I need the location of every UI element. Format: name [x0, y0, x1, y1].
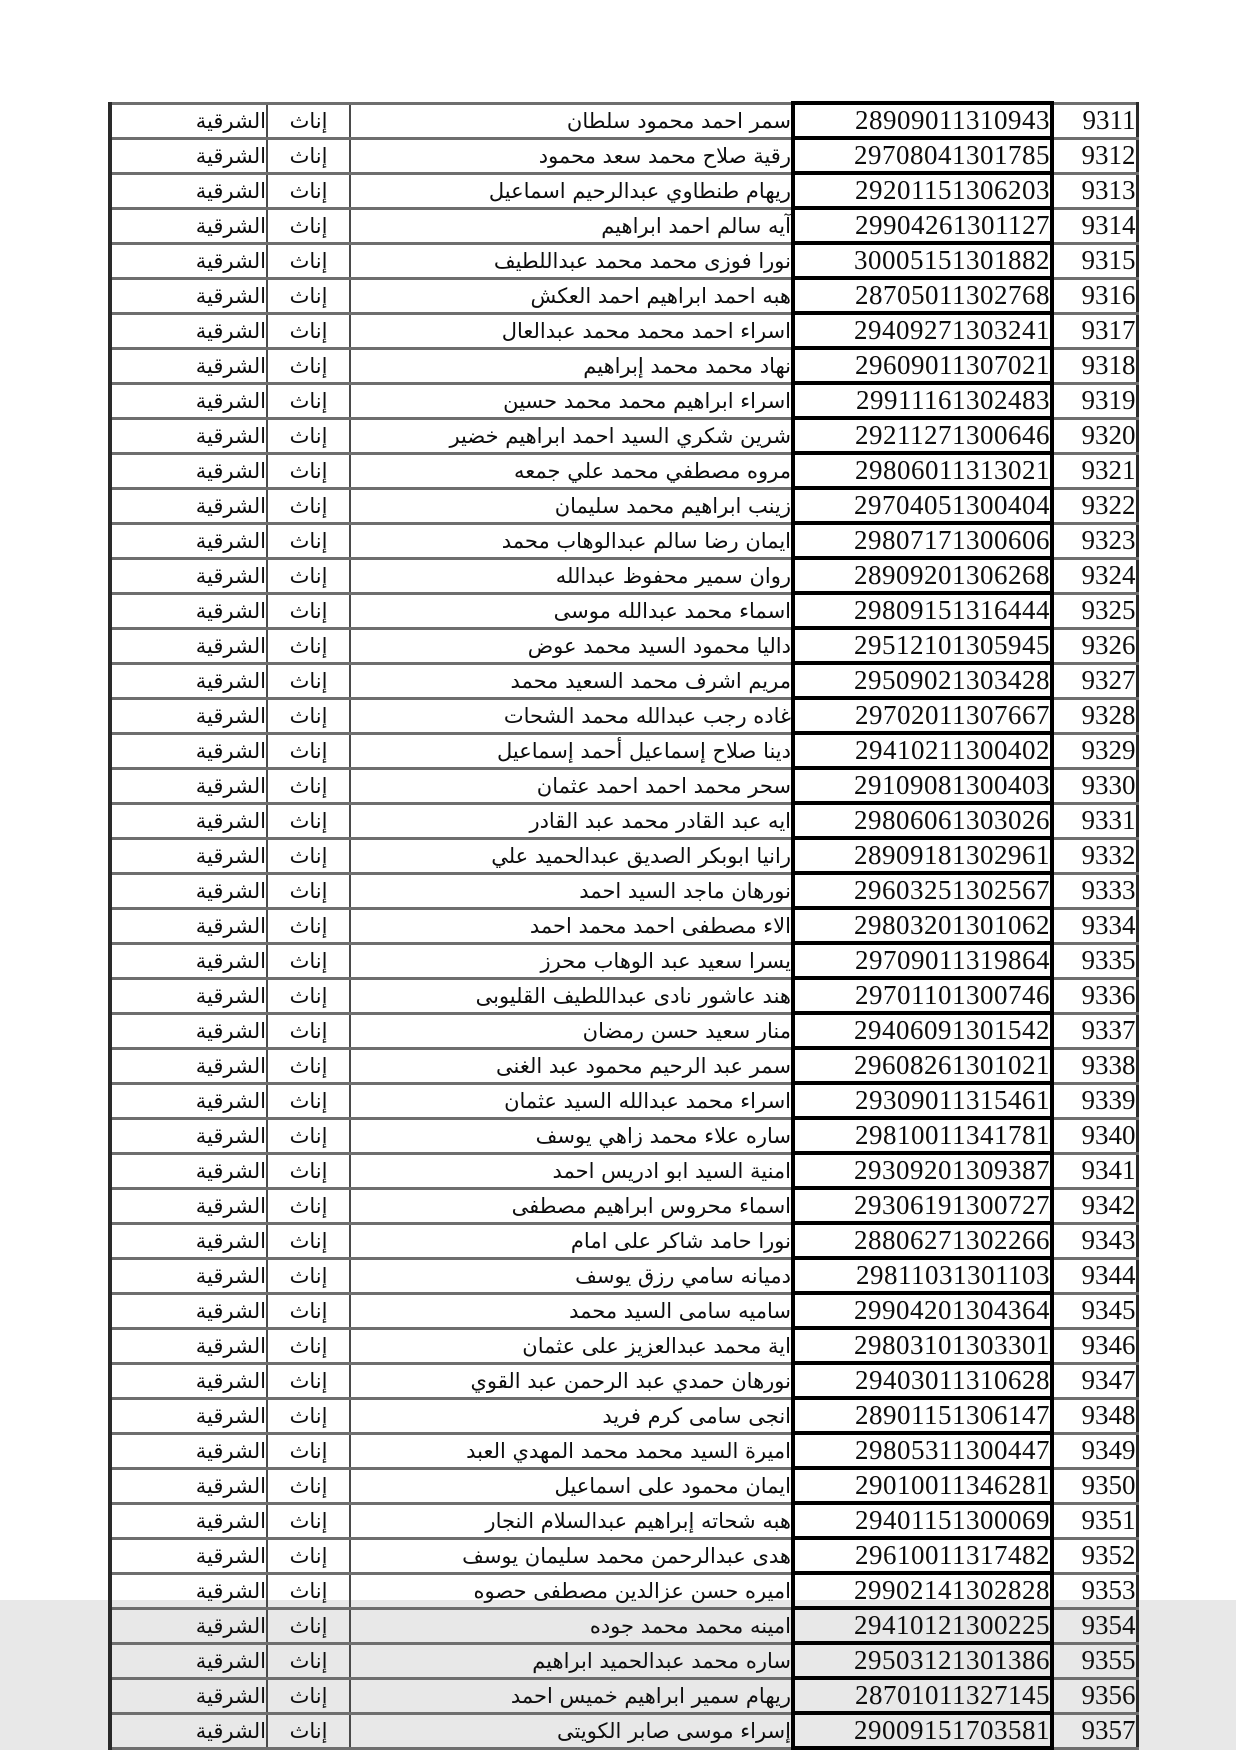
governorate-cell: الشرقية — [110, 978, 267, 1013]
student-name-cell: سمر احمد محمود سلطان — [350, 103, 793, 138]
serial-number-cell: 9331 — [1052, 803, 1137, 838]
governorate-cell: الشرقية — [110, 1608, 267, 1643]
student-name-cell: نورا فوزى محمد محمد عبداللطيف — [350, 243, 793, 278]
student-name-cell: اسراء احمد محمد محمد عبدالعال — [350, 313, 793, 348]
gender-cell: إناث — [267, 523, 350, 558]
national-id-cell: 28909011310943 — [793, 103, 1052, 138]
national-id-cell: 29805311300447 — [793, 1433, 1052, 1468]
student-name-cell: سمر عبد الرحيم محمود عبد الغنى — [350, 1048, 793, 1083]
student-name-cell: ساميه سامى السيد محمد — [350, 1293, 793, 1328]
student-name-cell: رانيا ابوبكر الصديق عبدالحميد علي — [350, 838, 793, 873]
governorate-cell: الشرقية — [110, 1398, 267, 1433]
serial-number-cell: 9342 — [1052, 1188, 1137, 1223]
serial-number-cell: 9316 — [1052, 278, 1137, 313]
gender-cell: إناث — [267, 208, 350, 243]
national-id-cell: 29109081300403 — [793, 768, 1052, 803]
student-name-cell: اسراء محمد عبدالله السيد عثمان — [350, 1083, 793, 1118]
national-id-cell: 29509021303428 — [793, 663, 1052, 698]
results-table — [108, 101, 1139, 1750]
governorate-cell: الشرقية — [110, 1468, 267, 1503]
serial-number-cell: 9329 — [1052, 733, 1137, 768]
national-id-cell: 29803101303301 — [793, 1328, 1052, 1363]
student-name-cell: ايمان رضا سالم عبدالوهاب محمد — [350, 523, 793, 558]
national-id-cell: 29401151300069 — [793, 1503, 1052, 1538]
table-row — [110, 1503, 1137, 1538]
student-name-cell: دينا صلاح إسماعيل أحمد إسماعيل — [350, 733, 793, 768]
governorate-cell: الشرقية — [110, 348, 267, 383]
governorate-cell: الشرقية — [110, 593, 267, 628]
gender-cell: إناث — [267, 1048, 350, 1083]
national-id-cell: 30005151301882 — [793, 243, 1052, 278]
governorate-cell: الشرقية — [110, 1678, 267, 1713]
student-name-cell: اميره حسن عزالدين مصطفى حصوه — [350, 1573, 793, 1608]
table-row — [110, 1538, 1137, 1573]
governorate-cell: الشرقية — [110, 1048, 267, 1083]
governorate-cell: الشرقية — [110, 558, 267, 593]
student-name-cell: زينب ابراهيم محمد سليمان — [350, 488, 793, 523]
student-name-cell: هبه احمد ابراهيم احمد العكش — [350, 278, 793, 313]
gender-cell: إناث — [267, 1363, 350, 1398]
gender-cell: إناث — [267, 1503, 350, 1538]
gender-cell: إناث — [267, 1433, 350, 1468]
table-row — [110, 1118, 1137, 1153]
student-name-cell: الاء مصطفى احمد محمد احمد — [350, 908, 793, 943]
table-row — [110, 1083, 1137, 1118]
student-name-cell: هند عاشور نادى عبداللطيف القليوبى — [350, 978, 793, 1013]
gender-cell: إناث — [267, 663, 350, 698]
table-row — [110, 768, 1137, 803]
national-id-cell: 29009151703581 — [793, 1713, 1052, 1748]
table-row — [110, 488, 1137, 523]
national-id-cell: 29403011310628 — [793, 1363, 1052, 1398]
governorate-cell: الشرقية — [110, 1258, 267, 1293]
student-name-cell: اميرة السيد محمد محمد المهدي العبد — [350, 1433, 793, 1468]
gender-cell: إناث — [267, 313, 350, 348]
national-id-cell: 28901151306147 — [793, 1398, 1052, 1433]
governorate-cell: الشرقية — [110, 1433, 267, 1468]
table-row — [110, 173, 1137, 208]
governorate-cell: الشرقية — [110, 1328, 267, 1363]
gender-cell: إناث — [267, 698, 350, 733]
governorate-cell: الشرقية — [110, 208, 267, 243]
national-id-cell: 29807171300606 — [793, 523, 1052, 558]
serial-number-cell: 9350 — [1052, 1468, 1137, 1503]
gender-cell: إناث — [267, 803, 350, 838]
table-row — [110, 1678, 1137, 1713]
national-id-cell: 28806271302266 — [793, 1223, 1052, 1258]
gender-cell: إناث — [267, 173, 350, 208]
gender-cell: إناث — [267, 943, 350, 978]
gender-cell: إناث — [267, 1083, 350, 1118]
table-row — [110, 243, 1137, 278]
student-name-cell: دميانه سامي رزق يوسف — [350, 1258, 793, 1293]
national-id-cell: 29806011313021 — [793, 453, 1052, 488]
serial-number-cell: 9322 — [1052, 488, 1137, 523]
table-row — [110, 1293, 1137, 1328]
national-id-cell: 29010011346281 — [793, 1468, 1052, 1503]
serial-number-cell: 9332 — [1052, 838, 1137, 873]
governorate-cell: الشرقية — [110, 768, 267, 803]
national-id-cell: 29911161302483 — [793, 383, 1052, 418]
student-name-cell: ساره محمد عبدالحميد ابراهيم — [350, 1643, 793, 1678]
student-name-cell: اسراء ابراهيم محمد محمد حسين — [350, 383, 793, 418]
governorate-cell: الشرقية — [110, 1503, 267, 1538]
student-name-cell: مريم اشرف محمد السعيد محمد — [350, 663, 793, 698]
serial-number-cell: 9314 — [1052, 208, 1137, 243]
table-row — [110, 1713, 1137, 1748]
table-row — [110, 1433, 1137, 1468]
serial-number-cell: 9343 — [1052, 1223, 1137, 1258]
governorate-cell: الشرقية — [110, 1643, 267, 1678]
national-id-cell: 29609011307021 — [793, 348, 1052, 383]
gender-cell: إناث — [267, 1398, 350, 1433]
gender-cell: إناث — [267, 838, 350, 873]
table-row — [110, 558, 1137, 593]
governorate-cell: الشرقية — [110, 628, 267, 663]
national-id-cell: 29702011307667 — [793, 698, 1052, 733]
serial-number-cell: 9346 — [1052, 1328, 1137, 1363]
serial-number-cell: 9333 — [1052, 873, 1137, 908]
table-row — [110, 1013, 1137, 1048]
governorate-cell: الشرقية — [110, 1223, 267, 1258]
student-name-cell: رقية صلاح محمد سعد محمود — [350, 138, 793, 173]
governorate-cell: الشرقية — [110, 1118, 267, 1153]
national-id-cell: 29810011341781 — [793, 1118, 1052, 1153]
serial-number-cell: 9325 — [1052, 593, 1137, 628]
national-id-cell: 29610011317482 — [793, 1538, 1052, 1573]
national-id-cell: 29409271303241 — [793, 313, 1052, 348]
governorate-cell: الشرقية — [110, 1083, 267, 1118]
governorate-cell: الشرقية — [110, 453, 267, 488]
table-row — [110, 1608, 1137, 1643]
table-row — [110, 1363, 1137, 1398]
student-name-cell: آيه سالم احمد ابراهيم — [350, 208, 793, 243]
student-name-cell: نورا حامد شاكر على امام — [350, 1223, 793, 1258]
governorate-cell: الشرقية — [110, 173, 267, 208]
gender-cell: إناث — [267, 1013, 350, 1048]
serial-number-cell: 9319 — [1052, 383, 1137, 418]
serial-number-cell: 9345 — [1052, 1293, 1137, 1328]
gender-cell: إناث — [267, 243, 350, 278]
student-name-cell: هبه شحاته إبراهيم عبدالسلام النجار — [350, 1503, 793, 1538]
student-name-cell: إسراء موسى صابر الكويتى — [350, 1713, 793, 1748]
national-id-cell: 28705011302768 — [793, 278, 1052, 313]
serial-number-cell: 9339 — [1052, 1083, 1137, 1118]
serial-number-cell: 9344 — [1052, 1258, 1137, 1293]
governorate-cell: الشرقية — [110, 1013, 267, 1048]
gender-cell: إناث — [267, 1573, 350, 1608]
gender-cell: إناث — [267, 768, 350, 803]
table-row — [110, 1328, 1137, 1363]
gender-cell: إناث — [267, 138, 350, 173]
table-row — [110, 838, 1137, 873]
student-name-cell: اية محمد عبدالعزيز على عثمان — [350, 1328, 793, 1363]
student-name-cell: انجى سامى كرم فريد — [350, 1398, 793, 1433]
gender-cell: إناث — [267, 453, 350, 488]
gender-cell: إناث — [267, 978, 350, 1013]
gender-cell: إناث — [267, 383, 350, 418]
governorate-cell: الشرقية — [110, 488, 267, 523]
governorate-cell: الشرقية — [110, 1573, 267, 1608]
table-row — [110, 943, 1137, 978]
national-id-cell: 29704051300404 — [793, 488, 1052, 523]
gender-cell: إناث — [267, 1468, 350, 1503]
governorate-cell: الشرقية — [110, 313, 267, 348]
table-row — [110, 453, 1137, 488]
gender-cell: إناث — [267, 1223, 350, 1258]
table-row — [110, 523, 1137, 558]
national-id-cell: 29503121301386 — [793, 1643, 1052, 1678]
serial-number-cell: 9320 — [1052, 418, 1137, 453]
student-name-cell: نورهان حمدي عبد الرحمن عبد القوي — [350, 1363, 793, 1398]
governorate-cell: الشرقية — [110, 873, 267, 908]
serial-number-cell: 9356 — [1052, 1678, 1137, 1713]
student-name-cell: شرين شكري السيد احمد ابراهيم خضير — [350, 418, 793, 453]
gender-cell: إناث — [267, 1188, 350, 1223]
governorate-cell: الشرقية — [110, 278, 267, 313]
table-row — [110, 1048, 1137, 1083]
national-id-cell: 29904201304364 — [793, 1293, 1052, 1328]
national-id-cell: 28909181302961 — [793, 838, 1052, 873]
governorate-cell: الشرقية — [110, 243, 267, 278]
gender-cell: إناث — [267, 1608, 350, 1643]
table-row — [110, 908, 1137, 943]
governorate-cell: الشرقية — [110, 1363, 267, 1398]
serial-number-cell: 9354 — [1052, 1608, 1137, 1643]
serial-number-cell: 9324 — [1052, 558, 1137, 593]
national-id-cell: 29512101305945 — [793, 628, 1052, 663]
student-name-cell: ساره علاء محمد زاهي يوسف — [350, 1118, 793, 1153]
governorate-cell: الشرقية — [110, 663, 267, 698]
table-row — [110, 278, 1137, 313]
table-row — [110, 1573, 1137, 1608]
governorate-cell: الشرقية — [110, 908, 267, 943]
governorate-cell: الشرقية — [110, 943, 267, 978]
table-row — [110, 313, 1137, 348]
serial-number-cell: 9328 — [1052, 698, 1137, 733]
gender-cell: إناث — [267, 908, 350, 943]
national-id-cell: 29309201309387 — [793, 1153, 1052, 1188]
national-id-cell: 29406091301542 — [793, 1013, 1052, 1048]
gender-cell: إناث — [267, 418, 350, 453]
national-id-cell: 29811031301103 — [793, 1258, 1052, 1293]
table-row — [110, 1468, 1137, 1503]
table-row — [110, 873, 1137, 908]
serial-number-cell: 9351 — [1052, 1503, 1137, 1538]
serial-number-cell: 9341 — [1052, 1153, 1137, 1188]
table-row — [110, 383, 1137, 418]
table-row — [110, 628, 1137, 663]
student-name-cell: نورهان ماجد السيد احمد — [350, 873, 793, 908]
governorate-cell: الشرقية — [110, 698, 267, 733]
student-name-cell: ريهام سمير ابراهيم خميس احمد — [350, 1678, 793, 1713]
serial-number-cell: 9313 — [1052, 173, 1137, 208]
serial-number-cell: 9323 — [1052, 523, 1137, 558]
table-row — [110, 1153, 1137, 1188]
student-name-cell: نهاد محمد محمد إبراهيم — [350, 348, 793, 383]
gender-cell: إناث — [267, 1328, 350, 1363]
table-row — [110, 103, 1137, 138]
gender-cell: إناث — [267, 348, 350, 383]
gender-cell: إناث — [267, 1643, 350, 1678]
national-id-cell: 29309011315461 — [793, 1083, 1052, 1118]
student-name-cell: روان سمير محفوظ عبدالله — [350, 558, 793, 593]
table-row — [110, 1223, 1137, 1258]
national-id-cell: 29603251302567 — [793, 873, 1052, 908]
gender-cell: إناث — [267, 733, 350, 768]
table-row — [110, 348, 1137, 383]
serial-number-cell: 9355 — [1052, 1643, 1137, 1678]
serial-number-cell: 9336 — [1052, 978, 1137, 1013]
student-name-cell: سحر محمد احمد احمد عثمان — [350, 768, 793, 803]
national-id-cell: 29904261301127 — [793, 208, 1052, 243]
governorate-cell: الشرقية — [110, 1188, 267, 1223]
governorate-cell: الشرقية — [110, 523, 267, 558]
student-name-cell: منار سعيد حسن رمضان — [350, 1013, 793, 1048]
gender-cell: إناث — [267, 488, 350, 523]
student-name-cell: امنية السيد ابو ادريس احمد — [350, 1153, 793, 1188]
governorate-cell: الشرقية — [110, 1713, 267, 1748]
gender-cell: إناث — [267, 1713, 350, 1748]
serial-number-cell: 9318 — [1052, 348, 1137, 383]
governorate-cell: الشرقية — [110, 1293, 267, 1328]
gender-cell: إناث — [267, 103, 350, 138]
national-id-cell: 28909201306268 — [793, 558, 1052, 593]
gender-cell: إناث — [267, 1258, 350, 1293]
gender-cell: إناث — [267, 628, 350, 663]
table-row — [110, 1398, 1137, 1433]
student-name-cell: ايمان محمود على اسماعيل — [350, 1468, 793, 1503]
table-row — [110, 418, 1137, 453]
serial-number-cell: 9357 — [1052, 1713, 1137, 1748]
serial-number-cell: 9337 — [1052, 1013, 1137, 1048]
national-id-cell: 29809151316444 — [793, 593, 1052, 628]
table-row — [110, 663, 1137, 698]
national-id-cell: 29410121300225 — [793, 1608, 1052, 1643]
table-row — [110, 593, 1137, 628]
serial-number-cell: 9330 — [1052, 768, 1137, 803]
gender-cell: إناث — [267, 1678, 350, 1713]
results-table-body — [110, 103, 1137, 1748]
table-row — [110, 138, 1137, 173]
national-id-cell: 29701101300746 — [793, 978, 1052, 1013]
serial-number-cell: 9340 — [1052, 1118, 1137, 1153]
national-id-cell: 28701011327145 — [793, 1678, 1052, 1713]
table-row — [110, 208, 1137, 243]
governorate-cell: الشرقية — [110, 418, 267, 453]
student-name-cell: مروه مصطفي محمد علي جمعه — [350, 453, 793, 488]
national-id-cell: 29902141302828 — [793, 1573, 1052, 1608]
table-row — [110, 698, 1137, 733]
student-name-cell: داليا محمود السيد محمد عوض — [350, 628, 793, 663]
governorate-cell: الشرقية — [110, 1153, 267, 1188]
serial-number-cell: 9311 — [1052, 103, 1137, 138]
serial-number-cell: 9352 — [1052, 1538, 1137, 1573]
serial-number-cell: 9315 — [1052, 243, 1137, 278]
gender-cell: إناث — [267, 1118, 350, 1153]
national-id-cell: 29608261301021 — [793, 1048, 1052, 1083]
gender-cell: إناث — [267, 278, 350, 313]
national-id-cell: 29410211300402 — [793, 733, 1052, 768]
table-row — [110, 1643, 1137, 1678]
national-id-cell: 29201151306203 — [793, 173, 1052, 208]
student-name-cell: غاده رجب عبدالله محمد الشحات — [350, 698, 793, 733]
governorate-cell: الشرقية — [110, 733, 267, 768]
student-name-cell: هدى عبدالرحمن محمد سليمان يوسف — [350, 1538, 793, 1573]
serial-number-cell: 9348 — [1052, 1398, 1137, 1433]
governorate-cell: الشرقية — [110, 103, 267, 138]
serial-number-cell: 9312 — [1052, 138, 1137, 173]
gender-cell: إناث — [267, 1293, 350, 1328]
table-row — [110, 1188, 1137, 1223]
gender-cell: إناث — [267, 1538, 350, 1573]
student-name-cell: اسماء محروس ابراهيم مصطفى — [350, 1188, 793, 1223]
serial-number-cell: 9321 — [1052, 453, 1137, 488]
national-id-cell: 29803201301062 — [793, 908, 1052, 943]
serial-number-cell: 9317 — [1052, 313, 1137, 348]
table-row — [110, 733, 1137, 768]
governorate-cell: الشرقية — [110, 1538, 267, 1573]
table-row — [110, 1258, 1137, 1293]
serial-number-cell: 9326 — [1052, 628, 1137, 663]
serial-number-cell: 9335 — [1052, 943, 1137, 978]
governorate-cell: الشرقية — [110, 838, 267, 873]
national-id-cell: 29306191300727 — [793, 1188, 1052, 1223]
serial-number-cell: 9349 — [1052, 1433, 1137, 1468]
serial-number-cell: 9338 — [1052, 1048, 1137, 1083]
table-row — [110, 978, 1137, 1013]
gender-cell: إناث — [267, 1153, 350, 1188]
serial-number-cell: 9327 — [1052, 663, 1137, 698]
serial-number-cell: 9334 — [1052, 908, 1137, 943]
gender-cell: إناث — [267, 558, 350, 593]
gender-cell: إناث — [267, 593, 350, 628]
serial-number-cell: 9353 — [1052, 1573, 1137, 1608]
national-id-cell: 29708041301785 — [793, 138, 1052, 173]
student-name-cell: ايه عبد القادر محمد عبد القادر — [350, 803, 793, 838]
national-id-cell: 29806061303026 — [793, 803, 1052, 838]
national-id-cell: 29709011319864 — [793, 943, 1052, 978]
student-name-cell: يسرا سعيد عبد الوهاب محرز — [350, 943, 793, 978]
student-name-cell: ريهام طنطاوي عبدالرحيم اسماعيل — [350, 173, 793, 208]
serial-number-cell: 9347 — [1052, 1363, 1137, 1398]
national-id-cell: 29211271300646 — [793, 418, 1052, 453]
student-name-cell: امينه محمد محمد جوده — [350, 1608, 793, 1643]
table-row — [110, 803, 1137, 838]
student-name-cell: اسماء محمد عبدالله موسى — [350, 593, 793, 628]
governorate-cell: الشرقية — [110, 383, 267, 418]
governorate-cell: الشرقية — [110, 803, 267, 838]
gender-cell: إناث — [267, 873, 350, 908]
governorate-cell: الشرقية — [110, 138, 267, 173]
